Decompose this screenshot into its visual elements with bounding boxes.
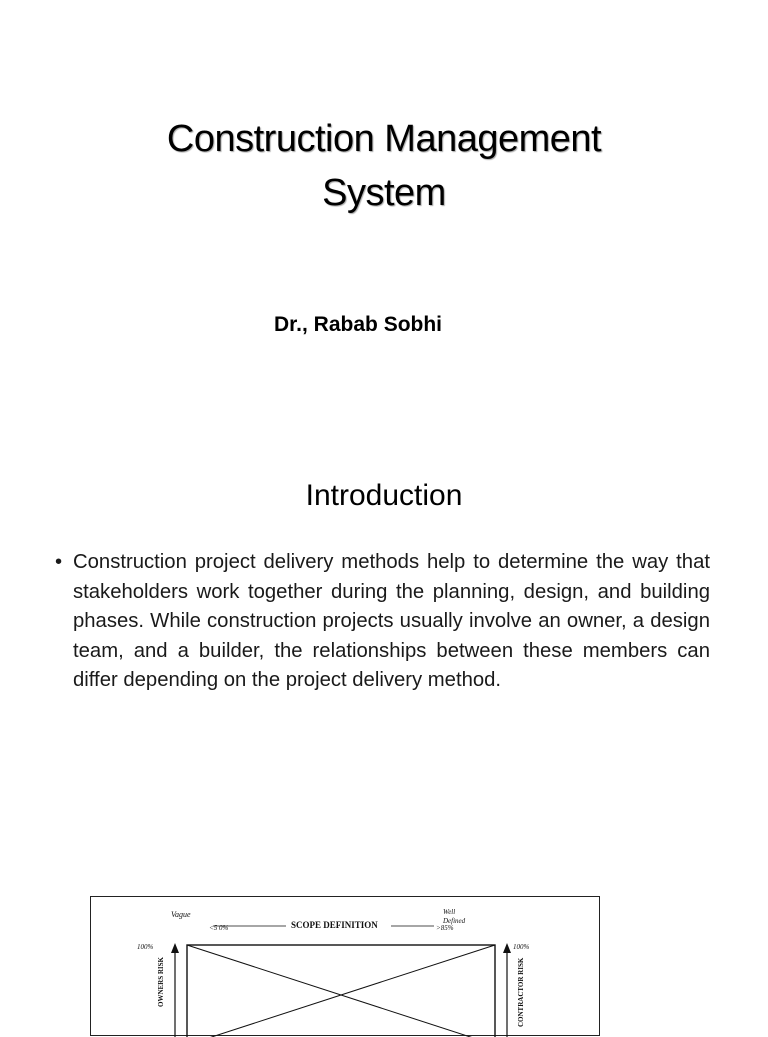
contractor-risk-label: CONTRACTOR RISK <box>517 957 525 1027</box>
vague-label: Vague <box>171 910 191 919</box>
owner-risk-diagonal <box>187 945 495 1037</box>
bullet-text: Construction project delivery methods help to determine the way that stakeholders work together during the planning, design, and building phases. While construction projects usually involve an owner, a design team, and a builder, the relationships between these members can differ depending on the project delivery method. <box>73 551 710 691</box>
scope-definition-label: SCOPE DEFINITION <box>291 920 378 930</box>
slide-title <box>0 112 768 220</box>
risk-box <box>187 945 495 1037</box>
owners-risk-label: OWNERS RISK <box>157 957 165 1007</box>
left-percent-label: <5 0% <box>209 924 229 932</box>
risk-scope-diagram <box>91 897 601 1037</box>
title-line-2: System <box>322 172 446 214</box>
right-percent-label: >85% <box>436 924 454 932</box>
defined-label: Defined <box>443 917 466 925</box>
right-axis-max-label: 100% <box>513 943 530 951</box>
bullet-paragraph <box>55 548 710 696</box>
left-axis-max-label: 100% <box>137 943 154 951</box>
title-line-1: Construction Management <box>166 118 602 160</box>
left-axis-arrow-icon <box>171 943 179 953</box>
section-heading: Introduction <box>305 479 463 512</box>
author-name: Dr., Rabab Sobhi <box>274 313 443 336</box>
well-label: Well <box>443 908 456 916</box>
contractor-risk-diagonal <box>187 945 495 1037</box>
bullet-marker: • <box>55 551 63 573</box>
right-axis-arrow-icon <box>503 943 511 953</box>
risk-scope-figure <box>90 896 600 1036</box>
